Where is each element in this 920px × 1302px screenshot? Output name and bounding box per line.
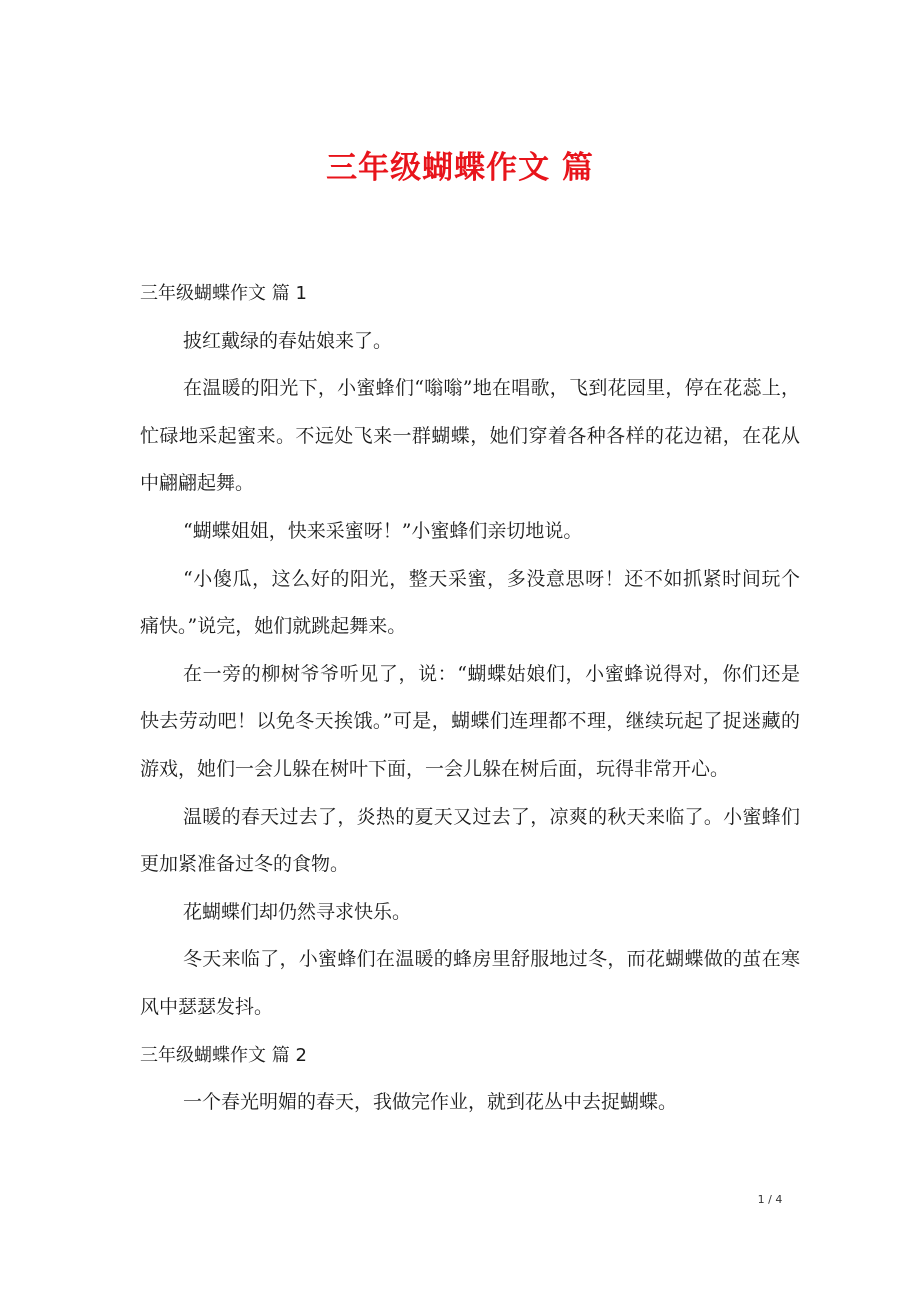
paragraph: 温暖的春天过去了，炎热的夏天又过去了，凉爽的秋天来临了。小蜜蜂们更加紧准备过冬的食物。	[140, 805, 800, 876]
paragraph: “蝴蝶姐姐，快来采蜜呀！”小蜜蜂们亲切地说。	[183, 519, 583, 542]
page-number: 1 / 4	[757, 1193, 783, 1206]
paragraph: 花蝴蝶们却仍然寻求快乐。	[183, 900, 412, 923]
section-heading-2: 三年级蝴蝶作文 篇 2	[140, 1044, 307, 1066]
paragraph: 在温暖的阳光下，小蜜蜂们“嗡嗡”地在唱歌，飞到花园里，停在花蕊上，忙碌地采起蜜来。不远处飞来一群蝴蝶，她们穿着各种各样的花边裙，在花从中翩翩起舞。	[140, 377, 800, 495]
document-body	[140, 270, 800, 1127]
paragraph: 在一旁的柳树爷爷听见了，说：“蝴蝶姑娘们，小蜜蜂说得对，你们还是快去劳动吧！以免冬天挨饿。”可是，蝴蝶们连理都不理，继续玩起了捉迷藏的游戏，她们一会儿躲在树叶下面，一会儿躲在树后面，玩得非常开心。	[140, 662, 800, 780]
paragraph: 一个春光明媚的春天，我做完作业，就到花丛中去捉蝴蝶。	[183, 1091, 678, 1114]
section-heading-1: 三年级蝴蝶作文 篇 1	[140, 283, 307, 304]
paragraph: 披红戴绿的春姑娘来了。	[183, 329, 393, 352]
paragraph: 冬天来临了，小蜜蜂们在温暖的蜂房里舒服地过冬，而花蝴蝶做的茧在寒风中瑟瑟发抖。	[140, 948, 800, 1018]
paragraph: “小傻瓜，这么好的阳光，整天采蜜，多没意思呀！还不如抓紧时间玩个痛快。”说完，她们就跳起舞来。	[140, 567, 800, 638]
page-title: 三年级蝴蝶作文 篇	[326, 150, 594, 186]
